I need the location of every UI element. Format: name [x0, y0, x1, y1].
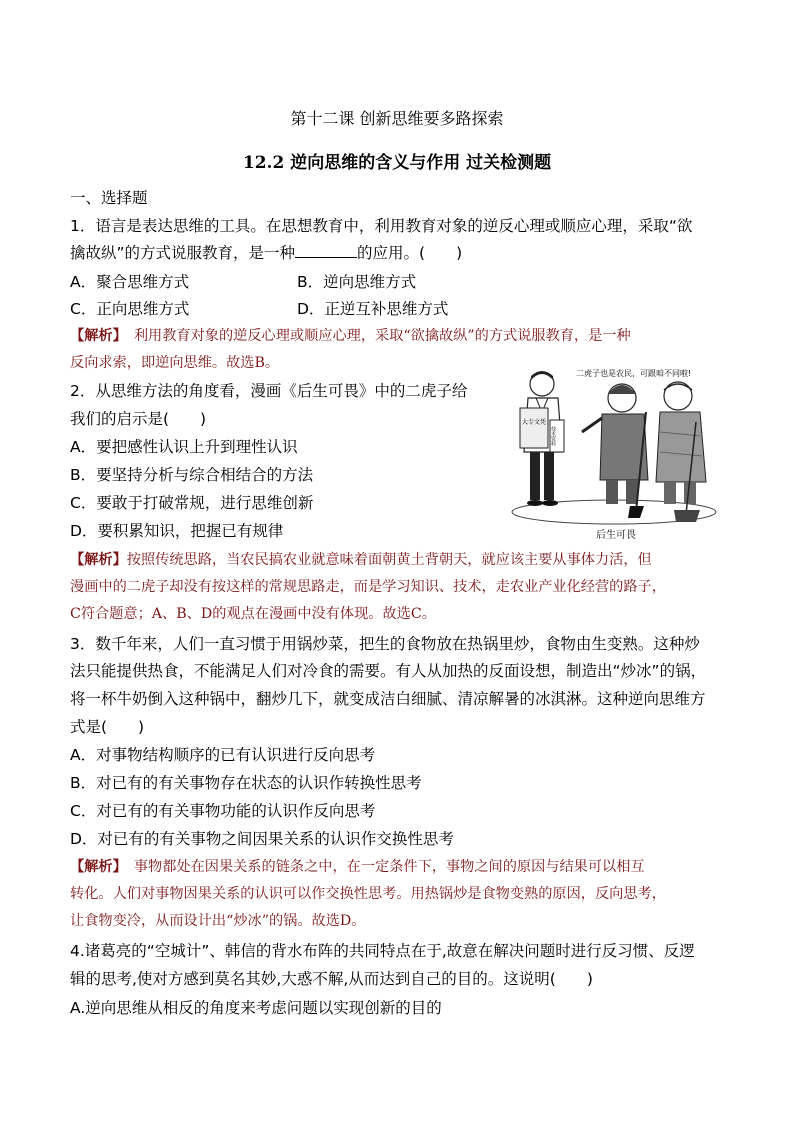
q2-option-b: B．要坚持分析与综合相结合的方法: [70, 466, 314, 484]
q4-stem-line1: 4.诸葛亮的“空城计”、韩信的背水布阵的共同特点在于,故意在解决问题时进行反习惯、反逻: [70, 942, 695, 960]
cartoon-book2: 技术资料: [550, 426, 556, 446]
q2-option-a: A．要把感性认识上升到理性认识: [70, 438, 298, 456]
q1-option-d: D．正逆互补思维方式: [297, 300, 449, 318]
sub-title: 12.2 逆向思维的含义与作用 过关检测题: [242, 153, 552, 173]
q2-analysis-line3: C符合题意；A、B、D的观点在漫画中没有体现。故选C。: [70, 606, 436, 622]
q2-option-d: D．要积累知识，把握已有规律: [70, 522, 284, 540]
cartoon-book1: 大专文凭: [522, 419, 547, 426]
q3-option-a: A．对事物结构顺序的已有认识进行反向思考: [70, 746, 376, 764]
q1-analysis-line1: [70, 326, 730, 346]
q2-analysis-line2: 漫画中的二虎子却没有按这样的常规思路走，而是学习知识、技术，走农业产业化经营的路子，: [70, 579, 666, 595]
q1-stem-line2: [70, 243, 462, 263]
q2-option-c: C．要敢于打破常规，进行思维创新: [70, 494, 314, 512]
cartoon-illustration: [510, 362, 718, 544]
q3-option-d: D．对已有的有关事物之间因果关系的认识作交换性思考: [70, 830, 454, 848]
section-heading: 一、选择题: [70, 189, 148, 207]
q1-option-a: A．聚合思维方式: [70, 273, 190, 291]
q1-option-c: C．正向思维方式: [70, 300, 190, 318]
answer-blank: [295, 243, 357, 258]
q4-stem-line2: 辑的思考,使对方感到莫名其妙,大惑不解,从而达到自己的目的。这说明( ): [70, 970, 593, 988]
q3-stem-line2: 法只能提供热食，不能满足人们对冷食的需要。有人从加热的反面设想，制造出“炒冰”的锅，: [70, 662, 707, 680]
q1-stem-line1: 1．语言是表达思维的工具。在思想教育中，利用教育对象的逆反心理或顺应心理，采取“欲: [70, 217, 693, 235]
analysis-tag: 【解析】: [70, 859, 120, 875]
q3-option-b: B．对已有的有关事物存在状态的认识作转换性思考: [70, 774, 422, 792]
q1-option-b: B．逆向思维方式: [297, 273, 417, 291]
q3-analysis-line1: [70, 857, 730, 877]
cartoon-speech: 二虎子也是农民，可跟咱不同啦!: [576, 369, 692, 378]
q3-stem-line3: 将一杯牛奶倒入这种锅中，翻炒几下，就变成洁白细腻、清凉解暑的冰淇淋。这种逆向思维方: [70, 690, 706, 708]
q3-stem-line4: 式是( ): [70, 718, 145, 736]
q1-stem-part-b: 的应用。( ): [357, 244, 463, 262]
analysis-tag: 【解析】: [70, 328, 120, 344]
analysis-tag: 【解析】: [70, 552, 127, 568]
q3-analysis-line2: 转化。人们对事物因果关系的认识可以作交换性思考。用热锅炒是食物变熟的原因，反向思考，: [70, 886, 666, 902]
q3-analysis-line3: 让食物变冷，从而设计出“炒冰”的锅。故选D。: [70, 913, 366, 929]
cartoon-caption: 后生可畏: [596, 530, 636, 541]
q2-stem-line2: 我们的启示是( ): [70, 410, 207, 428]
q3-analysis-text1: 事物都处在因果关系的链条之中，在一定条件下，事物之间的原因与结果可以相互: [119, 859, 645, 875]
q3-stem-line1: 3．数千年来，人们一直习惯于用锅炒菜，把生的食物放在热锅里炒，食物由生变熟。这种炒: [70, 635, 700, 653]
q2-analysis-text1: 按照传统思路，当农民搞农业就意味着面朝黄土背朝天，就应该主要从事体力活，但: [126, 552, 652, 568]
q1-analysis-line2: 反向求索，即逆向思维。故选B。: [70, 355, 280, 371]
q3-option-c: C．对已有的有关事物功能的认识作反向思考: [70, 802, 376, 820]
q4-option-a: A.逆向思维从相反的角度来考虑问题以实现创新的目的: [70, 999, 442, 1017]
q1-stem-part-a: 擒故纵”的方式说服教育，是一种: [70, 244, 296, 262]
q2-analysis-line1: [70, 550, 730, 570]
lesson-title: 第十二课 创新思维要多路探索: [290, 109, 504, 128]
q1-analysis-text1: 利用教育对象的逆反心理或顺应心理，采取“欲擒故纵”的方式说服教育，是一种: [119, 328, 631, 344]
q2-stem-line1: 2．从思维方法的角度看，漫画《后生可畏》中的二虎子给: [70, 382, 468, 400]
